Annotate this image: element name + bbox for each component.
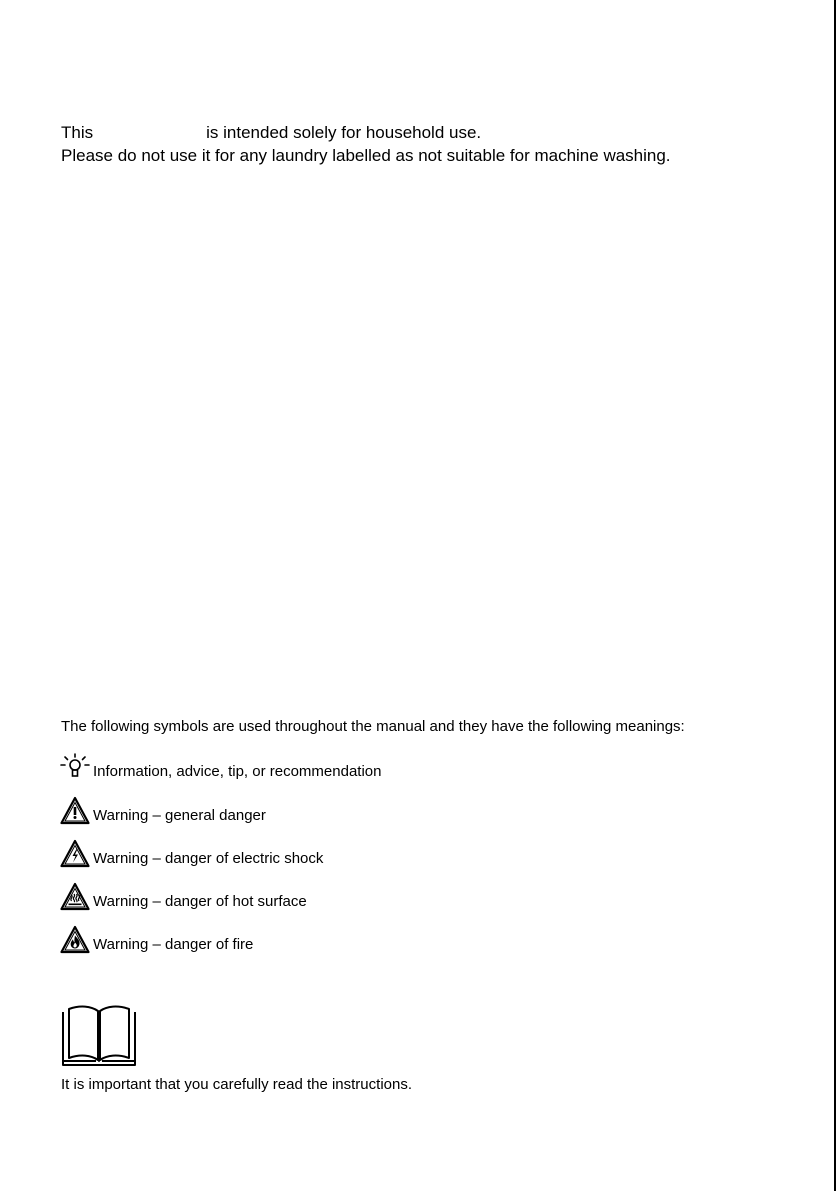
warning-hot-surface-icon	[60, 882, 90, 912]
symbol-label-information: Information, advice, tip, or recommendation	[93, 763, 382, 780]
intro-paragraph	[61, 121, 671, 167]
intro-line-1-end: is intended solely for household use.	[206, 123, 482, 142]
intro-line-2: Please do not use it for any laundry labelled as not suitable for machine washing.	[61, 146, 671, 165]
symbol-label-general-danger: Warning – general danger	[93, 807, 266, 824]
lightbulb-icon	[60, 752, 90, 782]
symbol-row-fire	[60, 921, 253, 955]
warning-fire-icon	[60, 925, 90, 955]
symbol-label-hot-surface: Warning – danger of hot surface	[93, 893, 307, 910]
warning-electric-shock-icon	[60, 839, 90, 869]
symbol-label-fire: Warning – danger of fire	[93, 936, 254, 953]
symbol-row-general-danger	[60, 792, 266, 826]
intro-line-1	[61, 121, 671, 144]
read-instructions-note: It is important that you carefully read the instructions.	[61, 1076, 412, 1093]
symbol-row-hot-surface	[60, 878, 307, 912]
page-edge-line	[834, 0, 836, 1191]
open-book-icon	[60, 1004, 138, 1068]
symbol-label-electric-shock: Warning – danger of electric shock	[93, 850, 324, 867]
warning-general-icon	[60, 796, 90, 826]
symbol-row-information	[60, 748, 381, 782]
symbols-heading: The following symbols are used throughout the manual and they have the following meanings:	[61, 718, 685, 735]
symbol-row-electric-shock	[60, 835, 323, 869]
intro-line-1-start: This	[61, 123, 94, 142]
